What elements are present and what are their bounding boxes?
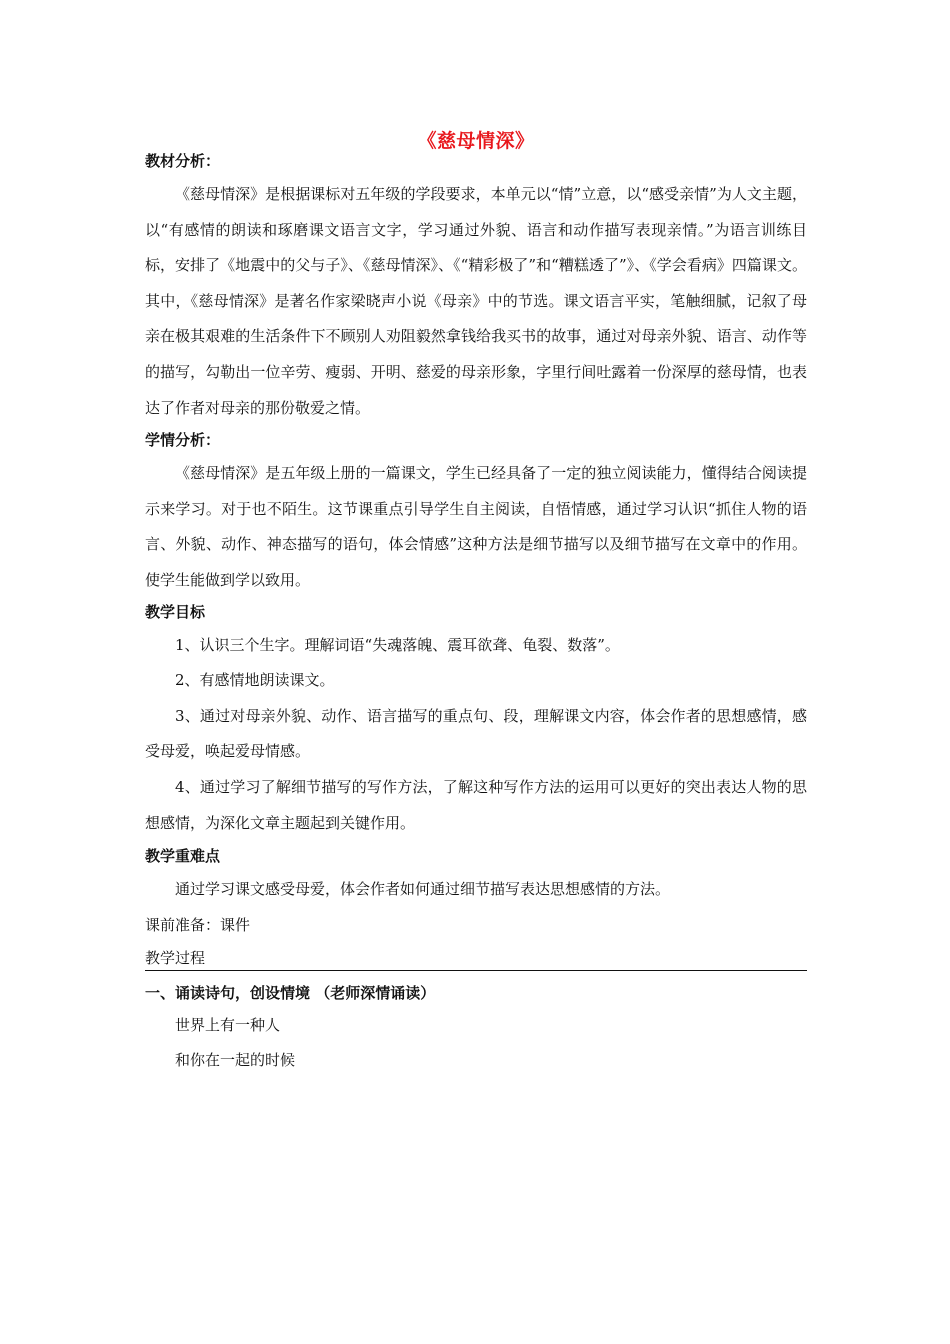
teaching-process-rule xyxy=(145,947,807,971)
step-one-heading: 一、诵读诗句，创设情境 （老师深情诵读） xyxy=(145,983,436,1002)
goal-item-1: 1、认识三个生字。理解词语“失魂落魄、震耳欲聋、龟裂、数落”。 xyxy=(175,635,620,654)
goal-item-2: 2、有感情地朗读课文。 xyxy=(175,671,335,690)
textbook-analysis-paragraph: 《慈母情深》是根据课标对五年级的学段要求，本单元以“情”立意，以“感受亲情”为人文主题，以“有感情的朗读和琢磨课文语言文字，学习通过外貌、语言和动作描写表现亲情。”为语言训练目标，安排了《地震中的父与子》、《慈母情深》、《“精彩极了”和“糟糕透了”》、《学会看病》四篇课文。其中，《慈母情深》是著名作家梁晓声小说《母亲》中的节选。课文语言平实，笔触细腻，记叙了母亲在极其艰难的生活条件下不顾别人劝阻毅然拿钱给我买书的故事，通过对母亲外貌、语言、动作等的描写，勾勒出一位辛劳、瘦弱、开明、慈爱的母亲形象，字里行间吐露着一份深厚的慈母情，也表达了作者对母亲的那份敬爱之情。 xyxy=(145,185,807,417)
document-page xyxy=(145,0,807,1344)
textbook-analysis-heading: 教材分析： xyxy=(145,152,221,170)
key-points-paragraph: 通过学习课文感受母爱，体会作者如何通过细节描写表达思想感情的方法。 xyxy=(175,880,671,899)
key-points-heading: 教学重难点 xyxy=(145,847,221,866)
student-analysis-paragraph: 《慈母情深》是五年级上册的一篇课文，学生已经具备了一定的独立阅读能力，懂得结合阅读提示来学习。对于也不陌生。这节课重点引导学生自主阅读，自悟情感，通过学习认识“抓住人物的语言、外貌、动作、神态描写的语句，体会情感”这种方法是细节描写以及细节描写在文章中的作用。使学生能做到学以致用。 xyxy=(145,464,807,589)
teaching-process-label: 教学过程 xyxy=(145,948,206,967)
goal-item-3: 3、通过对母亲外貌、动作、语言描写的重点句、段，理解课文内容，体会作者的思想感情，感受母爱，唤起爱母情感。 xyxy=(145,706,807,761)
poem-line-2: 和你在一起的时候 xyxy=(175,1051,296,1070)
teaching-goals-heading: 教学目标 xyxy=(145,602,206,621)
document-body xyxy=(145,150,807,1079)
student-analysis-heading: 学情分析： xyxy=(145,431,221,450)
class-preparation: 课前准备：课件 xyxy=(145,915,251,934)
goal-item-4: 4、通过学习了解细节描写的写作方法，了解这种写作方法的运用可以更好的突出表达人物的思想感情，为深化文章主题起到关键作用。 xyxy=(145,777,807,832)
poem-line-1: 世界上有一种人 xyxy=(175,1015,281,1034)
document-title: 《慈母情深》 xyxy=(417,130,535,152)
